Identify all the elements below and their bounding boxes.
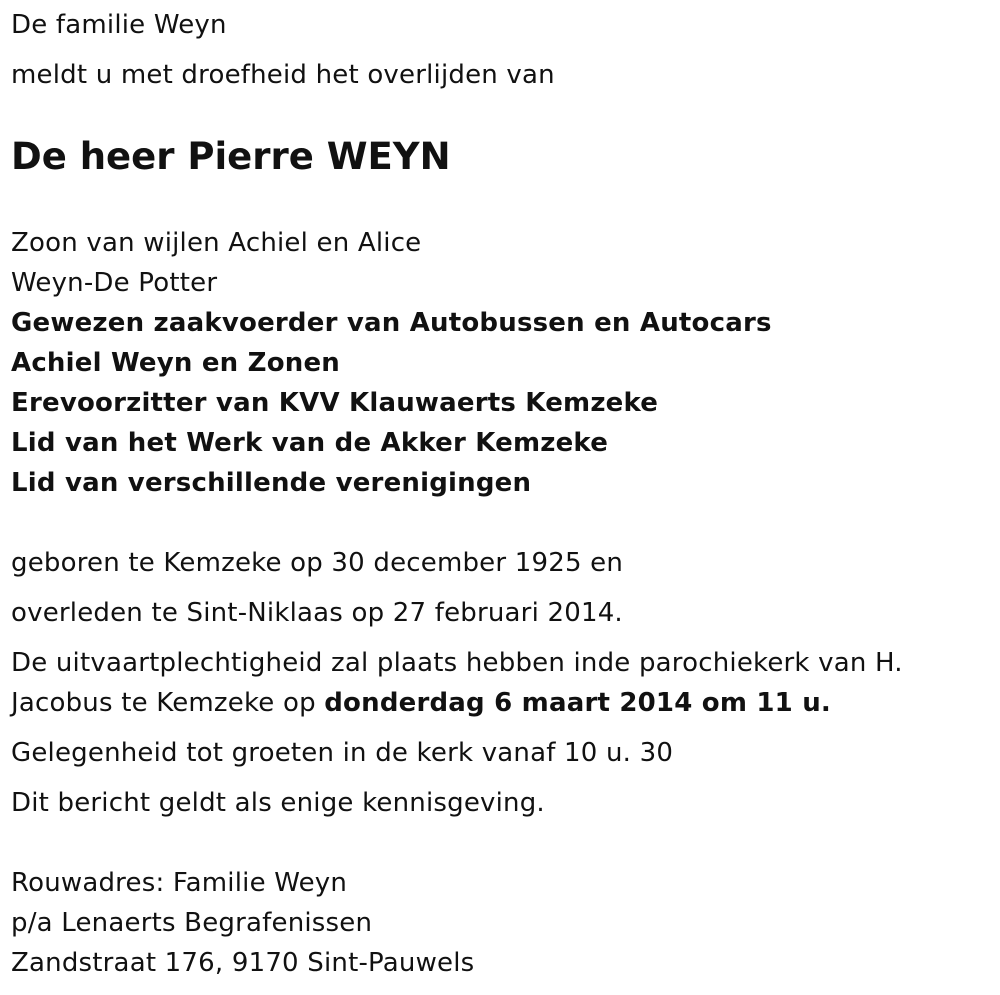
title-line-1: Gewezen zaakvoerder van Autobussen en Autocars	[11, 308, 772, 338]
intro-announcement: meldt u met droefheid het overlijden van	[11, 60, 555, 90]
funeral-line-2	[11, 690, 831, 716]
condolences-info: Gelegenheid tot groeten in de kerk vanaf 10 u. 30	[11, 738, 674, 768]
death-info: overleden te Sint-Niklaas op 27 februari 2014.	[11, 598, 623, 628]
title-line-3: Erevoorzitter van KVV Klauwaerts Kemzeke	[11, 388, 659, 418]
funeral-line-2-prefix: Jacobus te Kemzeke op	[11, 688, 325, 718]
relation-line-1: Zoon van wijlen Achiel en Alice	[11, 228, 422, 258]
intro-family: De familie Weyn	[11, 10, 227, 40]
address-line-2: p/a Lenaerts Begrafenissen	[11, 908, 373, 938]
relation-line-2: Weyn-De Potter	[11, 268, 218, 298]
address-line-3: Zandstraat 176, 9170 Sint-Pauwels	[11, 948, 475, 978]
title-line-4: Lid van het Werk van de Akker Kemzeke	[11, 428, 609, 458]
birth-info: geboren te Kemzeke op 30 december 1925 en	[11, 548, 624, 578]
funeral-date-time: donderdag 6 maart 2014 om 11 u.	[324, 688, 831, 718]
deceased-name: De heer Pierre WEYN	[11, 135, 451, 178]
title-line-5: Lid van verschillende verenigingen	[11, 468, 532, 498]
title-line-2: Achiel Weyn en Zonen	[11, 348, 341, 378]
address-line-1: Rouwadres: Familie Weyn	[11, 868, 348, 898]
notice-info: Dit bericht geldt als enige kennisgeving.	[11, 788, 545, 818]
funeral-line-1: De uitvaartplechtigheid zal plaats hebben inde parochiekerk van H.	[11, 648, 903, 678]
